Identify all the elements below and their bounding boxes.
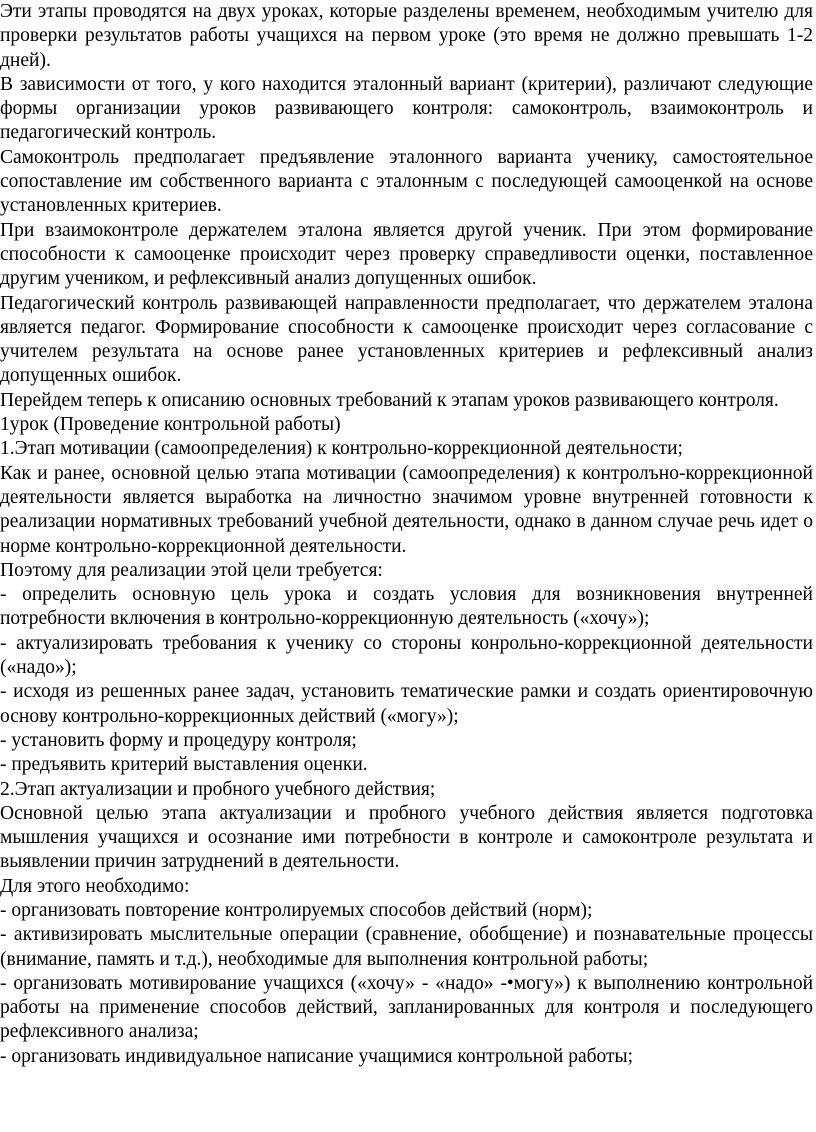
paragraph-pedagogical-control: Педагогический контроль развивающей направленности предполагает, что держателем эталона является педагог. Формирование способности к самооценке происходит через согласование с учителем результата на основе ранее установленных критериев и рефлексивный анализ допущенных ошибок. [0, 292, 813, 387]
paragraph-requirements-lead: Поэтому для реализации этой цели требуется: [0, 559, 383, 581]
paragraph-control-forms: В зависимости от того, у кого находится эталонный вариант (критерии), различают следующие формы организации уроков развивающего контроля: самоконтроль, взаимоконтроль и педагогический контроль. [0, 73, 813, 144]
paragraph-actualization-goal: Основной целью этапа актуализации и пробного учебного действия является подготовка мышления учащихся и осознание ими потребности в контроле и самоконтроле результата и выявлении причин затруднений в деятельности. [0, 802, 813, 873]
list-item: - предъявить критерий выставления оценки. [0, 754, 368, 776]
heading-stage-2: 2.Этап актуализации и пробного учебного действия; [0, 778, 436, 800]
list-item: - организовать индивидуальное написание учащимися контрольной работы; [0, 1045, 634, 1067]
paragraph-requirements-intro: Перейдем теперь к описанию основных требований к этапам уроков развивающего контроля. [0, 389, 779, 411]
list-item: - исходя из решенных ранее задач, установить тематические рамки и создать ориентировочную основу контрольно-коррекционных действий («могу»); [0, 681, 813, 727]
list-item: - организовать повторение контролируемых способов действий (норм); [0, 899, 593, 921]
list-item: - организовать мотивирование учащихся («хочу» - «надо» -•могу») к выполнению контрольной работы на применение способов действий, запланированных для контроля и последующего рефлексивного анализа; [0, 972, 813, 1043]
heading-stage-1: 1.Этап мотивации (самоопределения) к контрольно-коррекционной деятельности; [0, 438, 683, 460]
list-item: - установить форму и процедуру контроля; [0, 729, 357, 751]
paragraph-stages-two-lessons: Эти этапы проводятся на двух уроках, которые разделены временем, необходимым учителю для проверки результатов работы учащихся на первом уроке (это время не должно превышать 1-2 дней). [0, 1, 813, 71]
paragraph-necessary-lead: Для этого необходимо: [0, 875, 190, 897]
heading-lesson-1: 1урок (Проведение контрольной работы) [0, 414, 341, 436]
list-item: - активизировать мыслительные операции (сравнение, обобщение) и познавательные процессы (внимание, память и т.д.), необходимые для выполнения контрольной работы; [0, 924, 813, 970]
paragraph-self-control: Самоконтроль предполагает предъявление эталонного варианта ученику, самостоятельное сопоставление им собственного варианта с эталонным с последующей самооценкой на основе установленных критериев. [0, 146, 813, 217]
list-item: - актуализировать требования к ученику со стороны конрольно-коррекционной деятельности («надо»); [0, 632, 813, 679]
paragraph-mutual-control: При взаимоконтроле держателем эталона является другой ученик. При этом формирование способности к самооценке происходит через проверку справедливости оценки, поставленное другим учеником, и рефлексивный анализ допущенных ошибок. [0, 219, 813, 290]
list-item: - определить основную цель урока и создать условия для возникновения внутренней потребности включения в контрольно-коррекционную деятельность («хочу»); [0, 584, 813, 630]
paragraph-motivation-goal: Как и ранее, основной целью этапа мотивации (самоопределения) к контролъно-коррекционной деятельности является выработка на личностно значимом уровне внутренней готовности к реализации нормативных требований учебной деятельности, однако в данном случае речь идет о норме контрольно-коррекционной деятельности. [0, 462, 813, 557]
